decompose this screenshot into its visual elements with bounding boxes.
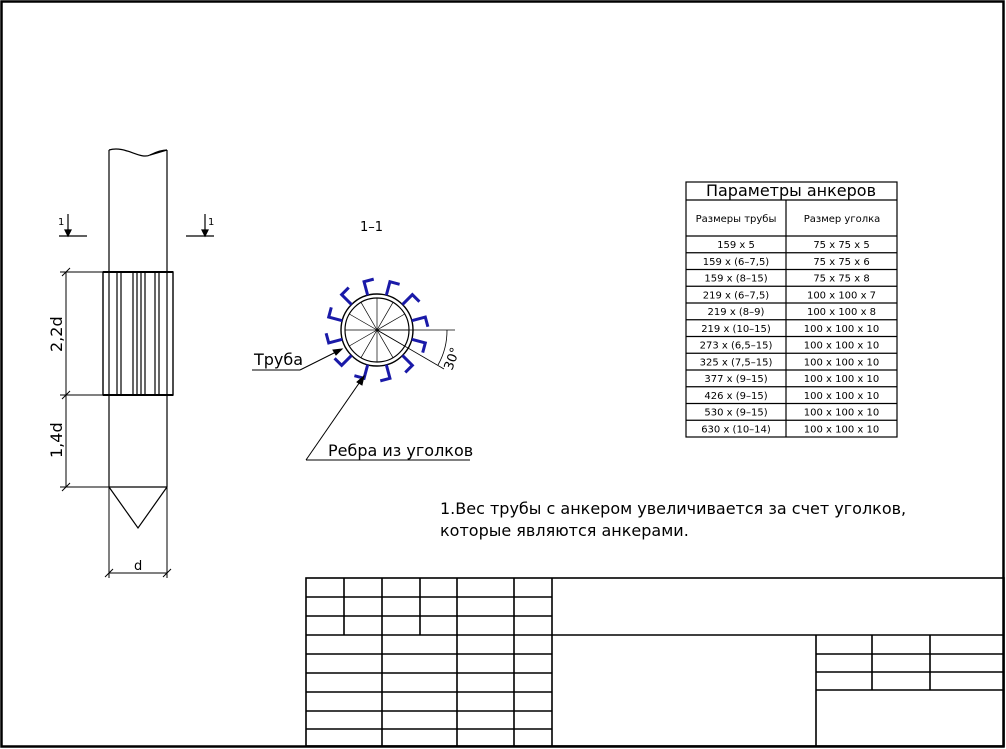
table-cell-pipe: 219 x (8–9) (707, 307, 765, 318)
table-cell-pipe: 325 x (7,5–15) (699, 357, 773, 369)
table-col-header-pipe: Размеры трубы (695, 214, 777, 225)
table-title: Параметры анкеров (705, 181, 877, 200)
angle-rib (412, 317, 428, 327)
note-line-2: которые являются анкерами. (440, 521, 689, 540)
angle-rib (329, 307, 343, 320)
table-cell-pipe: 219 x (10–15) (701, 323, 771, 335)
dim-upper-label: 2,2d (47, 316, 66, 352)
angle-rib (342, 288, 352, 305)
section-mark-left: 1 (58, 217, 65, 228)
section-title: 1–1 (360, 220, 384, 235)
pile-elevation (103, 149, 173, 528)
table-cell-pipe: 219 x (6–7,5) (702, 290, 770, 302)
angle-rib (335, 355, 352, 365)
radial-line (377, 314, 405, 330)
angle-rib (326, 333, 342, 343)
angle-rib (354, 365, 367, 379)
title-block (306, 578, 1004, 746)
radial-line (361, 330, 377, 358)
angle-rib (380, 365, 390, 381)
pipe-section (341, 294, 455, 369)
table-cell-pipe: 426 x (9–15) (704, 390, 768, 402)
table-cell-angle: 100 x 100 x 10 (803, 374, 880, 385)
dim-diameter-label: d (134, 559, 143, 574)
radial-line (349, 330, 377, 346)
radial-line (377, 330, 393, 358)
angle-rib (364, 279, 374, 295)
table-cell-pipe: 377 x (9–15) (704, 374, 768, 385)
label-pipe: Труба (254, 350, 304, 369)
table-cell-pipe: 159 x 5 (717, 240, 755, 251)
table-cell-pipe: 159 x (6–7,5) (702, 256, 770, 268)
angle-label: 30° (441, 345, 464, 373)
table-cell-angle: 100 x 100 x 10 (803, 340, 880, 352)
table-cell-pipe: 159 x (8–15) (704, 273, 768, 285)
table-cell-angle: 100 x 100 x 10 (803, 424, 880, 436)
table-cell-angle: 100 x 100 x 10 (803, 357, 880, 369)
table-cell-angle: 100 x 100 x 10 (803, 323, 880, 335)
table-cell-angle: 75 x 75 x 8 (813, 273, 870, 285)
table-cell-angle: 75 x 75 x 6 (813, 256, 870, 268)
table-cell-pipe: 630 x (10–14) (701, 424, 771, 436)
section-mark-right: 1 (208, 217, 215, 228)
table-cell-angle: 75 x 75 x 5 (813, 240, 870, 251)
dim-lower-label: 1,4d (47, 422, 66, 458)
table-cell-pipe: 530 x (9–15) (704, 407, 768, 419)
table-cell-angle: 100 x 100 x 8 (806, 307, 877, 318)
angle-rib (386, 282, 399, 296)
radial-line (349, 314, 377, 330)
angle-rib (412, 339, 426, 352)
radial-line (361, 302, 377, 330)
note-line-1: 1.Вес трубы с анкером увеличивается за счет уголков, (440, 499, 907, 518)
angle-rib (402, 355, 412, 372)
angle-rib (402, 295, 419, 305)
radial-line (377, 302, 393, 330)
label-ribs: Ребра из уголков (328, 441, 474, 460)
table-col-header-angle: Размер уголка (803, 214, 881, 225)
table-cell-angle: 100 x 100 x 10 (803, 390, 880, 402)
params-table (686, 181, 897, 437)
table-cell-angle: 100 x 100 x 10 (803, 407, 880, 419)
table-cell-pipe: 273 x (6,5–15) (699, 340, 773, 352)
vertical-dimensions (60, 268, 109, 491)
section-cut-marks (59, 214, 214, 236)
table-cell-angle: 100 x 100 x 7 (806, 290, 877, 302)
